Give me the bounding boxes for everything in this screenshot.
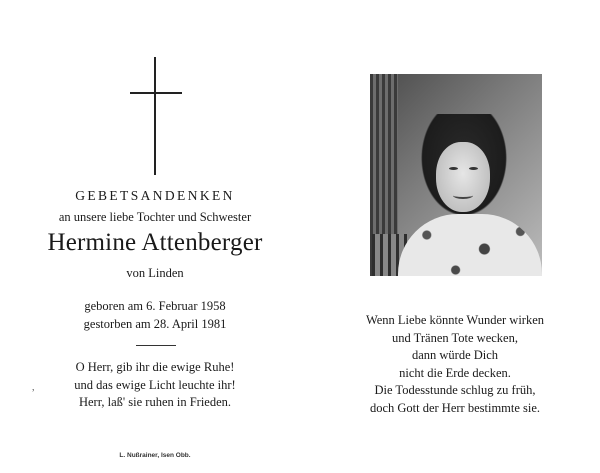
prayer — [0, 359, 310, 412]
poem-line: und Tränen Tote wecken, — [392, 330, 518, 345]
poem-line: Die Todesstunde schlug zu früh, — [374, 383, 536, 397]
poem — [330, 312, 580, 417]
poem-line: dann würde Dich — [411, 348, 499, 362]
poem-line: Wenn Liebe könnte Wunder wirken — [365, 313, 545, 327]
origin-line: von Linden — [126, 266, 184, 280]
death-date: gestorben am 28. April 1981 — [83, 317, 227, 331]
dedication-line: an unsere liebe Tochter und Schwester — [58, 210, 252, 224]
stray-mark: , — [32, 382, 35, 393]
prayer-line: Herr, laß' sie ruhen in Frieden. — [78, 395, 232, 409]
birth-date: geboren am 6. Februar 1958 — [84, 299, 226, 313]
life-dates — [0, 297, 310, 333]
poem-line: nicht die Erde decken. — [399, 365, 511, 380]
prayer-line: und das ewige Licht leuchte ihr! — [74, 377, 236, 392]
printer-imprint: L. Nußrainer, Isen Obb. — [119, 452, 191, 459]
deceased-name: Hermine Attenberger — [47, 229, 263, 256]
divider — [136, 345, 176, 346]
card-heading: GEBETSANDENKEN — [75, 188, 235, 203]
portrait-photo — [370, 74, 542, 276]
prayer-line: O Herr, gib ihr die ewige Ruhe! — [75, 360, 235, 374]
cross-icon — [130, 57, 182, 175]
poem-line: doch Gott der Herr bestimmte sie. — [369, 400, 541, 415]
